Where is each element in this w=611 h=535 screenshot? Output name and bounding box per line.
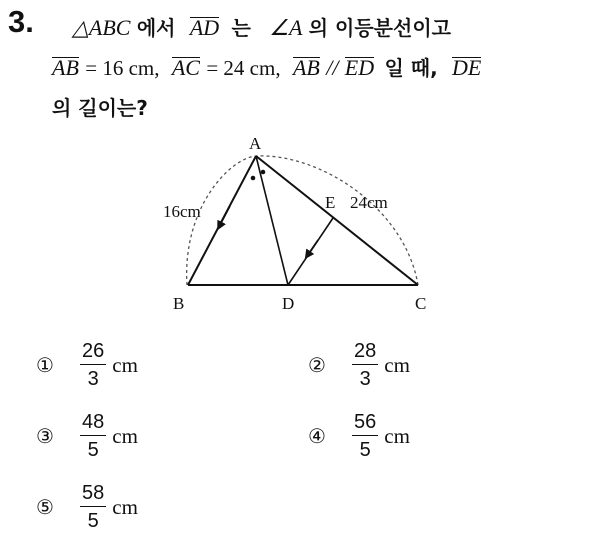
angle-dot-2	[261, 170, 266, 175]
triangle-name: △ABC	[72, 15, 131, 40]
label-b: B	[173, 294, 185, 313]
denominator: 5	[359, 439, 371, 461]
numerator: 26	[80, 340, 106, 365]
numerator: 28	[352, 340, 378, 365]
option-mark: ④	[308, 424, 326, 448]
angle-dot-1	[251, 176, 256, 181]
label-24cm: 24cm	[350, 193, 388, 212]
label-e: E	[325, 193, 336, 212]
option-2[interactable]	[308, 340, 410, 390]
arrow-ab	[219, 206, 230, 227]
side-ac	[256, 156, 418, 285]
parallel-sign: //	[326, 55, 339, 80]
fraction	[80, 340, 106, 390]
option-3[interactable]	[36, 411, 138, 461]
option-4[interactable]	[308, 411, 410, 461]
option-mark: ②	[308, 353, 326, 377]
angle-a: ∠A	[269, 15, 303, 40]
option-1[interactable]	[36, 340, 138, 390]
unit: cm	[112, 494, 138, 519]
segment-ab-2: AB	[292, 55, 320, 80]
numerator: 48	[80, 411, 106, 436]
label-a: A	[249, 134, 262, 153]
fraction	[352, 340, 378, 390]
segment-ed: ED	[344, 55, 375, 80]
denominator: 5	[87, 510, 99, 532]
segment-ab: AB	[52, 55, 79, 80]
label-d: D	[282, 294, 295, 313]
question-line-3: 의 길이는?	[52, 96, 148, 120]
label-16cm: 16cm	[163, 202, 201, 221]
segment-de: DE	[452, 55, 482, 80]
unit: cm	[112, 423, 138, 448]
text-when: 일 때,	[384, 56, 438, 80]
segment-ad: AD	[189, 15, 220, 40]
text-eseo: 에서	[136, 16, 176, 40]
triangle-figure	[150, 128, 450, 318]
fraction	[80, 411, 106, 461]
question-line-1	[72, 12, 451, 41]
fraction	[80, 482, 106, 532]
numerator: 58	[80, 482, 106, 507]
value-ac: = 24 cm,	[206, 56, 281, 80]
numerator: 56	[352, 411, 378, 436]
unit: cm	[112, 352, 138, 377]
question-number: 3.	[8, 4, 34, 39]
denominator: 3	[359, 368, 371, 390]
option-mark: ①	[36, 353, 54, 377]
arrow-ed	[307, 240, 318, 256]
denominator: 3	[87, 368, 99, 390]
option-5[interactable]	[36, 482, 138, 532]
fraction	[352, 411, 378, 461]
segment-ad-line	[256, 156, 288, 285]
denominator: 5	[87, 439, 99, 461]
label-c: C	[415, 294, 427, 313]
segment-ac: AC	[171, 55, 200, 80]
question-line-2	[52, 52, 481, 81]
text-bisector: 의 이등분선이고	[308, 16, 451, 40]
text-neun: 는	[231, 16, 251, 40]
unit: cm	[384, 352, 410, 377]
value-ab: = 16 cm,	[85, 56, 160, 80]
unit: cm	[384, 423, 410, 448]
option-mark: ⑤	[36, 495, 54, 519]
option-mark: ③	[36, 424, 54, 448]
